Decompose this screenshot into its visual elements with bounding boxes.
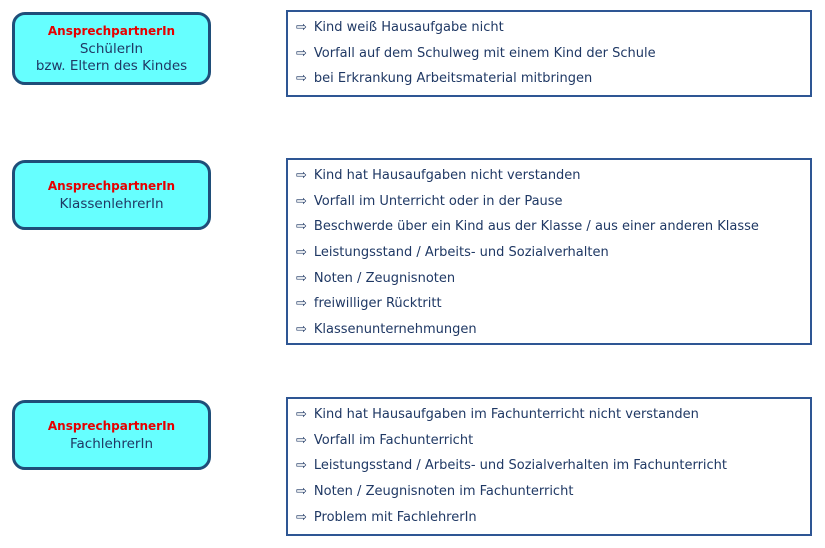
arrow-right-icon: ⇨ — [296, 432, 307, 448]
topic-text: Kind weiß Hausaufgabe nicht — [313, 20, 504, 36]
topic-item — [296, 240, 802, 266]
topic-item — [296, 504, 802, 530]
topic-text: Problem mit FachlehrerIn — [313, 509, 477, 525]
partner-label-line: FachlehrerIn — [69, 435, 154, 452]
partner-header: AnsprechpartnerIn — [47, 23, 176, 38]
arrow-right-icon: ⇨ — [296, 321, 307, 337]
topic-item — [296, 317, 802, 343]
partner-label — [59, 196, 163, 213]
partner-label — [70, 436, 153, 453]
arrow-right-icon: ⇨ — [296, 219, 307, 235]
topic-item — [296, 41, 802, 67]
partner-label-line: bzw. Eltern des Kindes — [35, 57, 188, 74]
topic-text: bei Erkrankung Arbeitsmaterial mitbringen — [313, 71, 593, 87]
topic-item — [296, 15, 802, 41]
topic-text: Kind hat Hausaufgaben im Fachunterricht nicht verstanden — [313, 407, 699, 423]
topic-text: Kind hat Hausaufgaben nicht verstanden — [313, 168, 581, 184]
arrow-right-icon: ⇨ — [296, 407, 307, 423]
topic-item — [296, 265, 802, 291]
partner-box-fachlehrerin — [12, 400, 211, 470]
topic-text: Noten / Zeugnisnoten im Fachunterricht — [313, 484, 574, 500]
partner-label — [36, 41, 187, 75]
arrow-right-icon: ⇨ — [296, 193, 307, 209]
topic-text: Vorfall auf dem Schulweg mit einem Kind der Schule — [313, 45, 656, 61]
topic-text: Klassenunternehmungen — [313, 321, 477, 337]
topic-item — [296, 189, 802, 215]
topic-item — [296, 453, 802, 479]
arrow-right-icon: ⇨ — [296, 168, 307, 184]
partner-label-line: KlassenlehrerIn — [59, 195, 164, 212]
arrow-right-icon: ⇨ — [296, 245, 307, 261]
topic-text: Noten / Zeugnisnoten — [313, 270, 456, 286]
arrow-right-icon: ⇨ — [296, 270, 307, 286]
partner-header: AnsprechpartnerIn — [47, 178, 176, 193]
topic-text: Leistungsstand / Arbeits- und Sozialverhalten — [313, 245, 609, 261]
topic-text: Vorfall im Fachunterricht — [313, 432, 474, 448]
topic-item — [296, 402, 802, 428]
topic-item — [296, 291, 802, 317]
arrow-right-icon: ⇨ — [296, 45, 307, 61]
arrow-right-icon: ⇨ — [296, 484, 307, 500]
arrow-right-icon: ⇨ — [296, 458, 307, 474]
arrow-right-icon: ⇨ — [296, 20, 307, 36]
partner-label-line: SchülerIn — [79, 40, 144, 57]
topic-item — [296, 163, 802, 189]
topic-item — [296, 479, 802, 505]
arrow-right-icon: ⇨ — [296, 71, 307, 87]
partner-box-klassenlehrerin — [12, 160, 211, 230]
topics-panel-schuelerin-eltern — [286, 10, 812, 97]
arrow-right-icon: ⇨ — [296, 509, 307, 525]
arrow-right-icon: ⇨ — [296, 296, 307, 312]
topic-text: Vorfall im Unterricht oder in der Pause — [313, 193, 563, 209]
topics-panel-fachlehrerin — [286, 397, 812, 536]
partner-header: AnsprechpartnerIn — [47, 418, 176, 433]
topic-text: freiwilliger Rücktritt — [313, 296, 442, 312]
topic-item — [296, 214, 802, 240]
topics-panel-klassenlehrerin — [286, 158, 812, 345]
topic-item — [296, 428, 802, 454]
topic-text: Leistungsstand / Arbeits- und Sozialverhalten im Fachunterricht — [313, 458, 728, 474]
partner-box-schuelerin-eltern — [12, 12, 211, 85]
topic-item — [296, 66, 802, 92]
topic-text: Beschwerde über ein Kind aus der Klasse / aus einer anderen Klasse — [313, 219, 759, 235]
